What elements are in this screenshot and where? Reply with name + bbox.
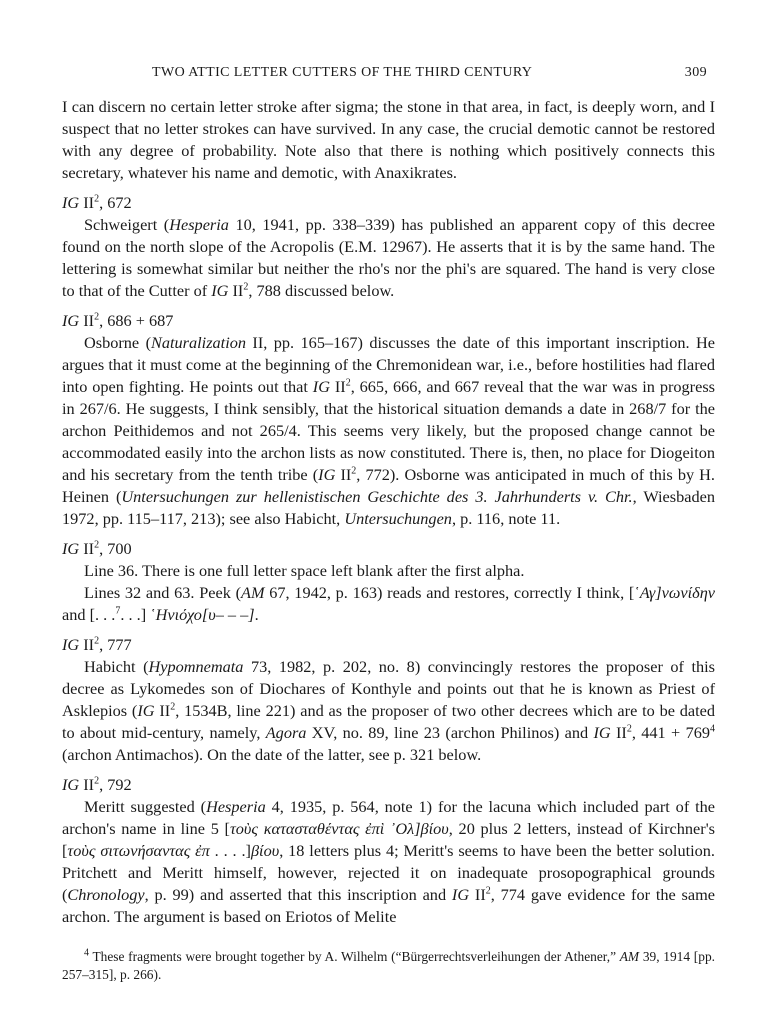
text-run: , 20 plus 2 letters, instead of Kirchner's [ bbox=[62, 819, 715, 860]
text-run: (archon Antimachos). On the date of the latter, see p. 321 below. bbox=[62, 745, 482, 764]
superscript: 2 bbox=[485, 885, 491, 897]
inscription-entry bbox=[62, 634, 715, 766]
text-run: 4, 1935, p. 564, note 1) for the lacuna which included part of the archon's name in line 5 [ bbox=[62, 797, 715, 838]
entry-heading bbox=[62, 192, 715, 214]
text-run: , 774 gave evidence for the same archon. The argument is based on Eriotos of Melite bbox=[62, 885, 716, 926]
text-run: II bbox=[610, 723, 627, 742]
text-run: , 18 letters plus 4; Meritt's seems to have been the better solution. Pritchett and Meritt himself, however, rejected it on inadequate prosopographical grounds ( bbox=[62, 841, 715, 904]
text-run: II bbox=[329, 377, 346, 396]
running-head bbox=[62, 60, 715, 84]
text-run: and [. . . bbox=[62, 605, 116, 624]
italic-text: βίου bbox=[250, 841, 280, 860]
entry-paragraph bbox=[62, 560, 715, 582]
italic-text: IG bbox=[593, 723, 611, 742]
text-run: , 665, 666, and 667 reveal that the war was in progress in 267/6. He suggests, I think sensibly, that the historical situation demands a date in 268/7 for the archon Peithidemos and not 265/4. This seems very likely, but the proposed change cannot be accommodated easily into the archon lists as now constituted. There is, then, no place for Diogeiton and his secretary from the tenth tribe ( bbox=[62, 377, 715, 484]
entry-paragraph bbox=[62, 656, 715, 766]
text-run: II bbox=[335, 465, 352, 484]
text-run: II bbox=[469, 885, 486, 904]
text-run: Lines 32 and 63. Peek ( bbox=[84, 583, 241, 602]
running-head-title: TWO ATTIC LETTER CUTTERS OF THE THIRD CENTURY bbox=[152, 65, 533, 80]
inscription-entry bbox=[62, 774, 715, 928]
entry-paragraph bbox=[62, 796, 715, 928]
italic-text: IG bbox=[312, 377, 330, 396]
text-run: , 788 discussed below. bbox=[248, 281, 395, 300]
italic-text: ῾Αγ]νωνίδην bbox=[634, 583, 716, 602]
text-run: . . . .] bbox=[209, 841, 251, 860]
italic-text: IG bbox=[137, 701, 155, 720]
italic-text: Naturalization bbox=[151, 333, 247, 352]
text-run: 10, 1941, pp. 338–339) has published an apparent copy of this decree found on the north slope of the Acropolis (E.M. 12967). He asserts that it is by the same hand. The lettering is somewhat similar but neither the rho's nor the phi's are squared. The hand is very close to that of the Cutter of bbox=[62, 215, 716, 300]
heading-volume: II bbox=[79, 539, 95, 558]
text-run: 73, 1982, p. 202, no. 8) convincingly restores the proposer of this decree as Lykomedes son of Diochares of Konthyle and points out that he is known as Priest of Asklepios ( bbox=[62, 657, 716, 720]
text-run: 39, 1914 [pp. 257–315], p. 266). bbox=[62, 949, 715, 982]
heading-ig: IG bbox=[62, 311, 80, 330]
superscript: 2 bbox=[170, 701, 176, 713]
text-run: II bbox=[154, 701, 171, 720]
superscript: 2 bbox=[243, 281, 249, 293]
intro-paragraph: I can discern no certain letter stroke after sigma; the stone in that area, in fact, is deeply worn, and I suspect that no letter strokes can have survived. In any case, the crucial demotic cannot be restored with any degree of probability. Note also that there is nothing which positively connects this secretary, whatever his name and demotic, with Anaxikrates. bbox=[62, 97, 715, 182]
text-run: 67, 1942, p. 163) reads and restores, correctly I think, [ bbox=[264, 583, 635, 602]
entry-paragraph bbox=[62, 214, 715, 302]
entry-heading bbox=[62, 774, 715, 796]
heading-superscript: 2 bbox=[94, 635, 100, 647]
inscription-entry bbox=[62, 538, 715, 626]
text-run: . bbox=[254, 605, 259, 624]
heading-number: , 777 bbox=[99, 635, 132, 654]
text-run: . . .] bbox=[120, 605, 151, 624]
entry-heading bbox=[62, 634, 715, 656]
heading-volume: II bbox=[79, 775, 95, 794]
entry-heading bbox=[62, 538, 715, 560]
italic-text: Chronology bbox=[67, 885, 145, 904]
heading-ig: IG bbox=[62, 775, 80, 794]
text-run: These fragments were brought together by A. Wilhelm (“Bürgerrechtsverleihungen der Athener,” bbox=[89, 949, 620, 964]
italic-text: AM bbox=[619, 949, 640, 964]
heading-ig: IG bbox=[62, 635, 80, 654]
superscript: 4 bbox=[84, 947, 89, 959]
text-run: , p. 99) and asserted that this inscription and bbox=[144, 885, 452, 904]
heading-superscript: 2 bbox=[94, 539, 100, 551]
superscript: 2 bbox=[345, 377, 351, 389]
text-run: Meritt suggested ( bbox=[84, 797, 207, 816]
footnote bbox=[62, 948, 715, 984]
heading-number: , 672 bbox=[99, 193, 132, 212]
heading-number: , 792 bbox=[99, 775, 132, 794]
heading-superscript: 2 bbox=[94, 193, 100, 205]
heading-superscript: 2 bbox=[94, 775, 100, 787]
italic-text: IG bbox=[318, 465, 336, 484]
italic-text: AM bbox=[241, 583, 265, 602]
heading-ig: IG bbox=[62, 193, 80, 212]
text-run: Line 36. There is one full letter space left blank after the first alpha. bbox=[84, 561, 525, 580]
text-run: Schweigert ( bbox=[84, 215, 170, 234]
entry-paragraph bbox=[62, 332, 715, 530]
superscript: 7 bbox=[115, 605, 121, 617]
italic-text: Hypomnemata bbox=[148, 657, 244, 676]
page-number: 309 bbox=[684, 65, 707, 80]
heading-number: , 686 + 687 bbox=[99, 311, 174, 330]
italic-text: Untersuchungen bbox=[344, 509, 452, 528]
italic-text: Hesperia bbox=[206, 797, 266, 816]
text-run: , 1534B, line 221) and as the proposer of two other decrees which are to be dated to about mid-century, namely, bbox=[62, 701, 715, 742]
text-run: II, pp. 165–167) discusses the date of this important inscription. He argues that it must come at the beginning of the Chremonidean war, i.e., before hostilities had flared into open fighting. He points out that bbox=[62, 333, 716, 396]
italic-text: IG bbox=[211, 281, 229, 300]
superscript: 2 bbox=[626, 723, 632, 735]
text-run: II bbox=[228, 281, 244, 300]
superscript: 2 bbox=[351, 465, 357, 477]
entry-heading bbox=[62, 310, 715, 332]
italic-text: τοὺς σιτωνήσαντας ἐπ bbox=[67, 841, 210, 860]
heading-superscript: 2 bbox=[94, 311, 100, 323]
entry-paragraph bbox=[62, 582, 715, 626]
text-run: , Wiesbaden 1972, pp. 115–117, 213); see also Habicht, bbox=[62, 487, 715, 528]
italic-text: ῾Ηνιόχο[υ– – –] bbox=[150, 605, 255, 624]
heading-volume: II bbox=[79, 635, 95, 654]
heading-volume: II bbox=[79, 193, 95, 212]
italic-text: IG bbox=[451, 885, 470, 904]
inscription-entry bbox=[62, 310, 715, 530]
inscription-entry bbox=[62, 192, 715, 302]
superscript: 4 bbox=[710, 723, 715, 735]
text-run: XV, no. 89, line 23 (archon Philinos) and bbox=[306, 723, 594, 742]
text-run: , p. 116, note 11. bbox=[451, 509, 561, 528]
text-run: Habicht ( bbox=[84, 657, 149, 676]
heading-number: , 700 bbox=[99, 539, 132, 558]
italic-text: Hesperia bbox=[169, 215, 229, 234]
heading-volume: II bbox=[79, 311, 95, 330]
text-run: , 441 + 769 bbox=[631, 723, 710, 742]
heading-ig: IG bbox=[62, 539, 80, 558]
italic-text: Untersuchungen zur hellenistischen Geschichte des 3. Jahrhunderts v. Chr. bbox=[121, 487, 633, 506]
italic-text: Agora bbox=[265, 723, 307, 742]
text-run: Osborne ( bbox=[84, 333, 152, 352]
text-run: , 772). Osborne was anticipated in much of this by H. Heinen ( bbox=[62, 465, 716, 506]
entries bbox=[62, 192, 715, 928]
italic-text: τοὺς κατασταθέντας ἐπὶ ᾿Ολ]βίου bbox=[229, 819, 449, 838]
